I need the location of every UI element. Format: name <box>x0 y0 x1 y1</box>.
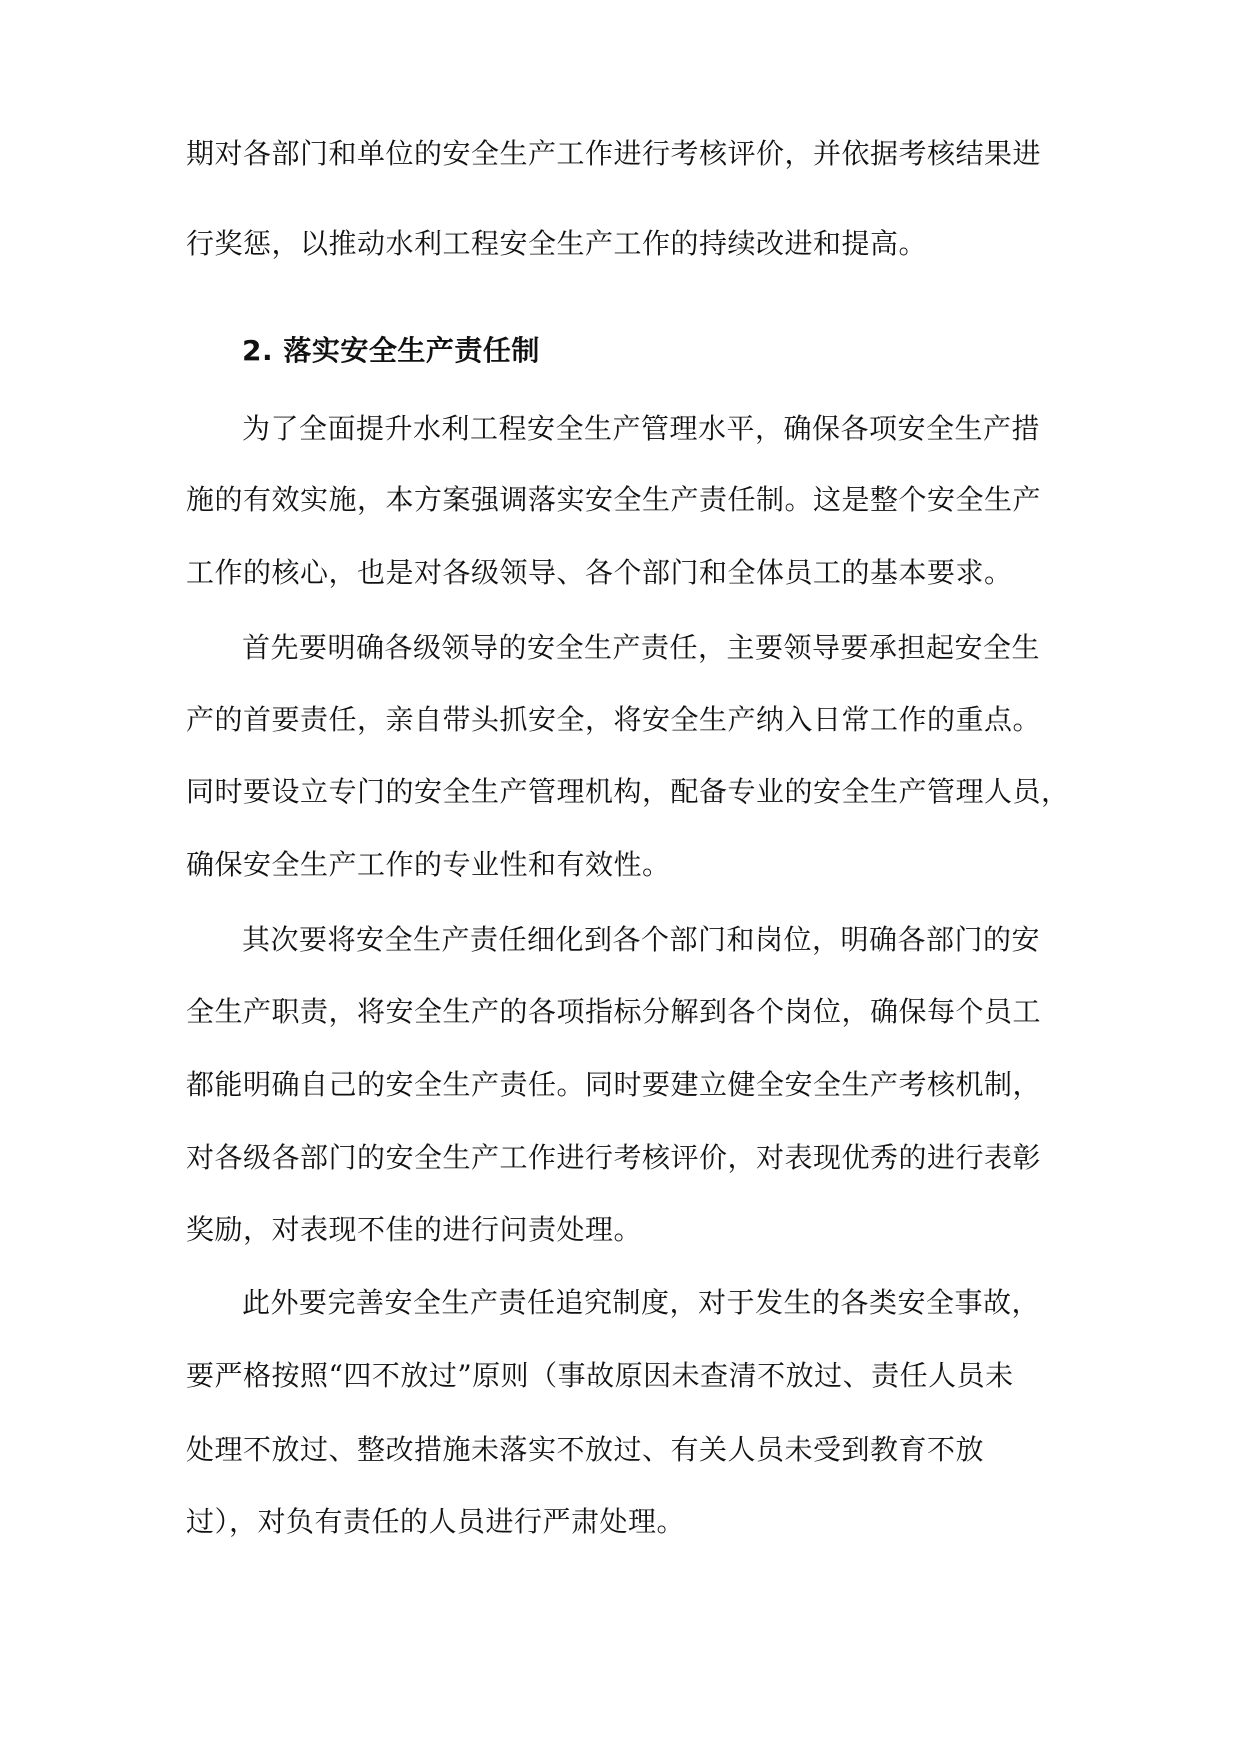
paragraph-line: 都能明确自己的安全生产责任。同时要建立健全安全生产考核机制， <box>186 1068 1042 1101</box>
paragraph-line: 此外要完善安全生产责任追究制度，对于发生的各类安全事故， <box>242 1286 1041 1319</box>
paragraph-line: 对各级各部门的安全生产工作进行考核评价，对表现优秀的进行表彰 <box>186 1141 1042 1174</box>
section-heading: 2. 落实安全生产责任制 <box>242 334 540 367</box>
paragraph-line: 处理不放过、整改措施未落实不放过、有关人员未受到教育不放 <box>186 1433 985 1466</box>
paragraph-line: 首先要明确各级领导的安全生产责任，主要领导要承担起安全生 <box>242 631 1041 664</box>
paragraph-line: 确保安全生产工作的专业性和有效性。 <box>186 848 671 881</box>
paragraph-line: 其次要将安全生产责任细化到各个部门和岗位，明确各部门的安 <box>242 923 1041 956</box>
paragraph-line: 期对各部门和单位的安全生产工作进行考核评价，并依据考核结果进 <box>186 137 1042 170</box>
paragraph-line: 行奖惩，以推动水利工程安全生产工作的持续改进和提高。 <box>186 227 928 260</box>
paragraph-line: 施的有效实施，本方案强调落实安全生产责任制。这是整个安全生产 <box>186 483 1042 516</box>
paragraph-line: 产的首要责任，亲自带头抓安全，将安全生产纳入日常工作的重点。 <box>186 703 1042 736</box>
paragraph-line: 为了全面提升水利工程安全生产管理水平，确保各项安全生产措 <box>242 412 1041 445</box>
paragraph-line: 全生产职责，将安全生产的各项指标分解到各个岗位，确保每个员工 <box>186 995 1042 1028</box>
paragraph-line: 同时要设立专门的安全生产管理机构，配备专业的安全生产管理人员， <box>186 775 1070 808</box>
paragraph-line: 奖励，对表现不佳的进行问责处理。 <box>186 1213 643 1246</box>
paragraph-line: 过），对负有责任的人员进行严肃处理。 <box>186 1505 686 1538</box>
paragraph-line: 要严格按照“四不放过”原则（事故原因未查清不放过、责任人员未 <box>186 1359 1014 1392</box>
paragraph-line: 工作的核心，也是对各级领导、各个部门和全体员工的基本要求。 <box>186 556 1013 589</box>
